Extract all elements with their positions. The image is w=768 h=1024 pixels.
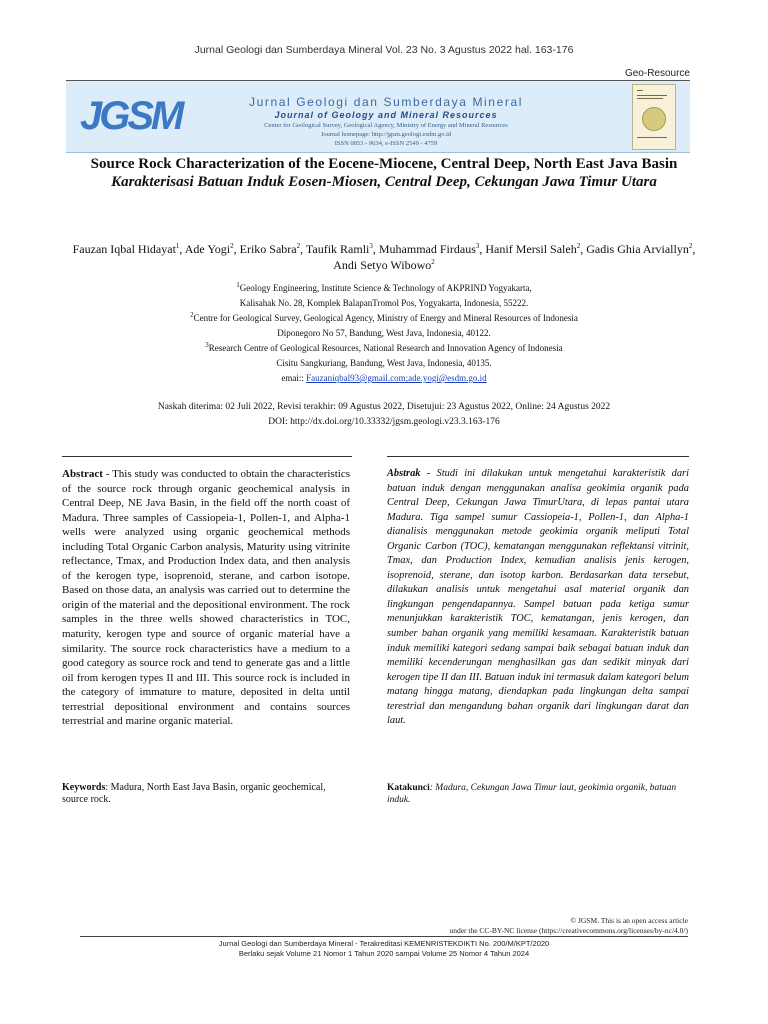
title-block: [84, 155, 684, 192]
abstract-english: [62, 467, 350, 729]
doi-link[interactable]: DOI: http://dx.doi.org/10.33332/jgsm.geologi.v23.3.163-176: [268, 417, 500, 427]
banner-text: [206, 95, 566, 148]
author-list: [70, 241, 698, 273]
katakunci-label: Katakunci: [387, 783, 430, 793]
section-tag: Geo-Resource: [624, 68, 690, 79]
author: Gadis Ghia Arviallyn$^2$,: [586, 242, 696, 256]
keywords-english: [62, 782, 350, 806]
keywords-label: Keywords: [62, 782, 106, 793]
affiliation-address: Kalisahak No. 28, Komplek BalapanTromol Pos, Yogyakarta, Indonesia, 55222.: [239, 298, 529, 308]
affiliation: $^1$Geology Engineering, Institute Science & Technology of AKPRIND Yogyakarta,: [236, 281, 532, 293]
journal-name-id: Jurnal Geologi dan Sumberdaya Mineral: [249, 95, 523, 109]
katakunci-text: : Madura, Cekungan Jawa Timur laut, geokimia organik, batuan induk.: [387, 783, 677, 805]
affiliation: $^3$Research Centre of Geological Resources, National Research and Innovation Agency of Indonesia: [205, 341, 563, 353]
abstrak-text: - Studi ini dilakukan untuk mengetahui karakteristik dari batuan induk dengan menggunakan analisa geokimia organik pada Central Deep, Cekungan Jawa TimurUtara, di lepas pantai utara Madura. Tiga sampel sumur Cassiopeia-1, Pollen-1, dan Alpha-1 dianalisis menggunakan metode geokimia organik meliputi Total Organic Carbon (TOC), kematangan menggunakan reflektansi vitrinit, Tmax, dan Production Index, kemudian analisis jenis kerogen, isoprenoid, sterane, dan isotop karbon. Berdasarkan data tersebut, dilakukan analisis untuk mengetahui asal material organik dan lingkungan pengendapannya. Sampel batuan pada ketiga sumur menunjukkan karakteristik TOC, kematangan, jenis kerogen, dan sumber bahan organik yang memiliki kesamaan. Karakteristik batuan induk memiliki kategori sedang sampai baik sebagai batuan induk dan memiliki kecenderungan menghasilkan gas dan sedikit minyak dari kerogen tipe II dan III. Batuan induk ini termasuk dalam kategori belum matang hingga matang, diendapkan pada lingkungan delta sampai terestrial dan mengandung bahan organik dari lingkungan darat dan laut.: [387, 468, 689, 727]
abstrak-label: Abstrak: [387, 468, 421, 479]
affiliation: $^2$Centre for Geological Survey, Geological Agency, Ministry of Energy and Mineral Resources of Indonesia: [190, 311, 578, 323]
journal-name-en: Journal of Geology and Mineral Resources: [274, 110, 498, 120]
page-footer: Jurnal Geologi dan Sumberdaya Mineral - Terakreditasi KEMENRISTEKDIKTI No. 200/M/KPT/2020 Berlaku sejak Volume 21 Nomor 1 Tahun 2020 sampai Volume 25 Nomor 4 Tahun 2024: [218, 939, 550, 958]
submission-dates: Naskah diterima: 02 Juli 2022, Revisi terakhir: 09 Agustus 2022, Disetujui: 23 Agustus 2022, Online: 24 Agustus 2022: [157, 402, 611, 412]
keywords-text: : Madura, North East Java Basin, organic geochemical, source rock.: [62, 782, 326, 805]
article-title-id: Karakterisasi Batuan Induk Eosen-Miosen, Central Deep, Cekungan Jawa Timur Utara: [111, 174, 657, 190]
abstract-indonesian: [387, 467, 689, 729]
column-rule-right: [387, 456, 689, 457]
author: Muhammad Firdaus$^3$,: [378, 242, 486, 256]
email-line: emai:: Fauzaniqbal93@gmail.com;ade.yogi@esdm.go.id: [281, 373, 487, 383]
author: Eriko Sabra$^2$,: [239, 242, 306, 256]
issn: ISSN 0853 - 9634, e-ISSN 2549 - 4759: [334, 140, 438, 147]
author: Taufik Ramli$^3$,: [305, 242, 379, 256]
dates-block: [70, 400, 698, 430]
journal-banner: [66, 81, 690, 153]
column-rule-left: [62, 456, 352, 457]
footer-rule: [80, 936, 688, 937]
license-notice: © JGSM. This is an open access article under the CC-BY-NC license (https://creativecommons.org/licenses/by-nc/4.0/): [449, 916, 688, 935]
email-link[interactable]: Fauzaniqbal93@gmail.com;ade.yogi@esdm.go.id: [306, 373, 487, 383]
author: Andi Setyo Wibowo$^2$: [333, 258, 435, 272]
journal-logo: JGSM: [80, 94, 182, 138]
affiliation-address: Cisitu Sangkuriang, Bandung, West Java, Indonesia, 40135.: [276, 358, 492, 368]
affiliation-address: Diponegoro No 57, Bandung, West Java, Indonesia, 40122.: [277, 328, 491, 338]
author: Ade Yogi$^2$,: [184, 242, 240, 256]
abstract-label: Abstract: [62, 468, 103, 480]
author: Fauzan Iqbal Hidayat$^1$,: [72, 242, 185, 256]
abstract-text: - This study was conducted to obtain the characteristics of the source rock through organic geochemical analysis in Central Deep, NE Java Basin, in the field off the north coast of Madura. Three samples of Cassiopeia-1, Pollen-1, and Alpha-1 wells were analyzed using organic geochemical methods including Total Organic Carbon analysis, Maturity using vitrinite reflectance, Tmax, and Production Index data, and then analysis of the kerogen type, isoprenoid, sterane, and carbon isotope. Based on those data, an analysis was carried out to determine the origin of the material and the depositional environment. The rock samples in the three wells showed characteristics in TOC, maturity, kerogen type and source of organic material have a similarity. The source rock characteristics have a medium to a good category as source rock and tend to generate gas and a little oil from kerogen types II and III. This source rock is included in the category of immature to mature, deposited in delta until terrestrial depositional environment and contains sources terrestrial and marine organic material.: [62, 468, 350, 728]
journal-cover-image: [632, 84, 676, 150]
running-head: Jurnal Geologi dan Sumberdaya Mineral Vol. 23 No. 3 Agustus 2022 hal. 163-176: [194, 44, 574, 56]
affiliations: [70, 281, 698, 386]
journal-homepage[interactable]: Journal homepage: http://jgsm.geologi.esdm.go.id: [320, 131, 452, 138]
author: Hanif Mersil Saleh$^2$,: [485, 242, 587, 256]
article-title-en: Source Rock Characterization of the Eocene-Miocene, Central Deep, North East Java Basin: [90, 156, 678, 172]
keywords-indonesian: [387, 782, 689, 806]
publisher-center: Center for Geological Survey, Geological Agency, Ministry of Energy and Mineral Resources: [264, 122, 508, 129]
